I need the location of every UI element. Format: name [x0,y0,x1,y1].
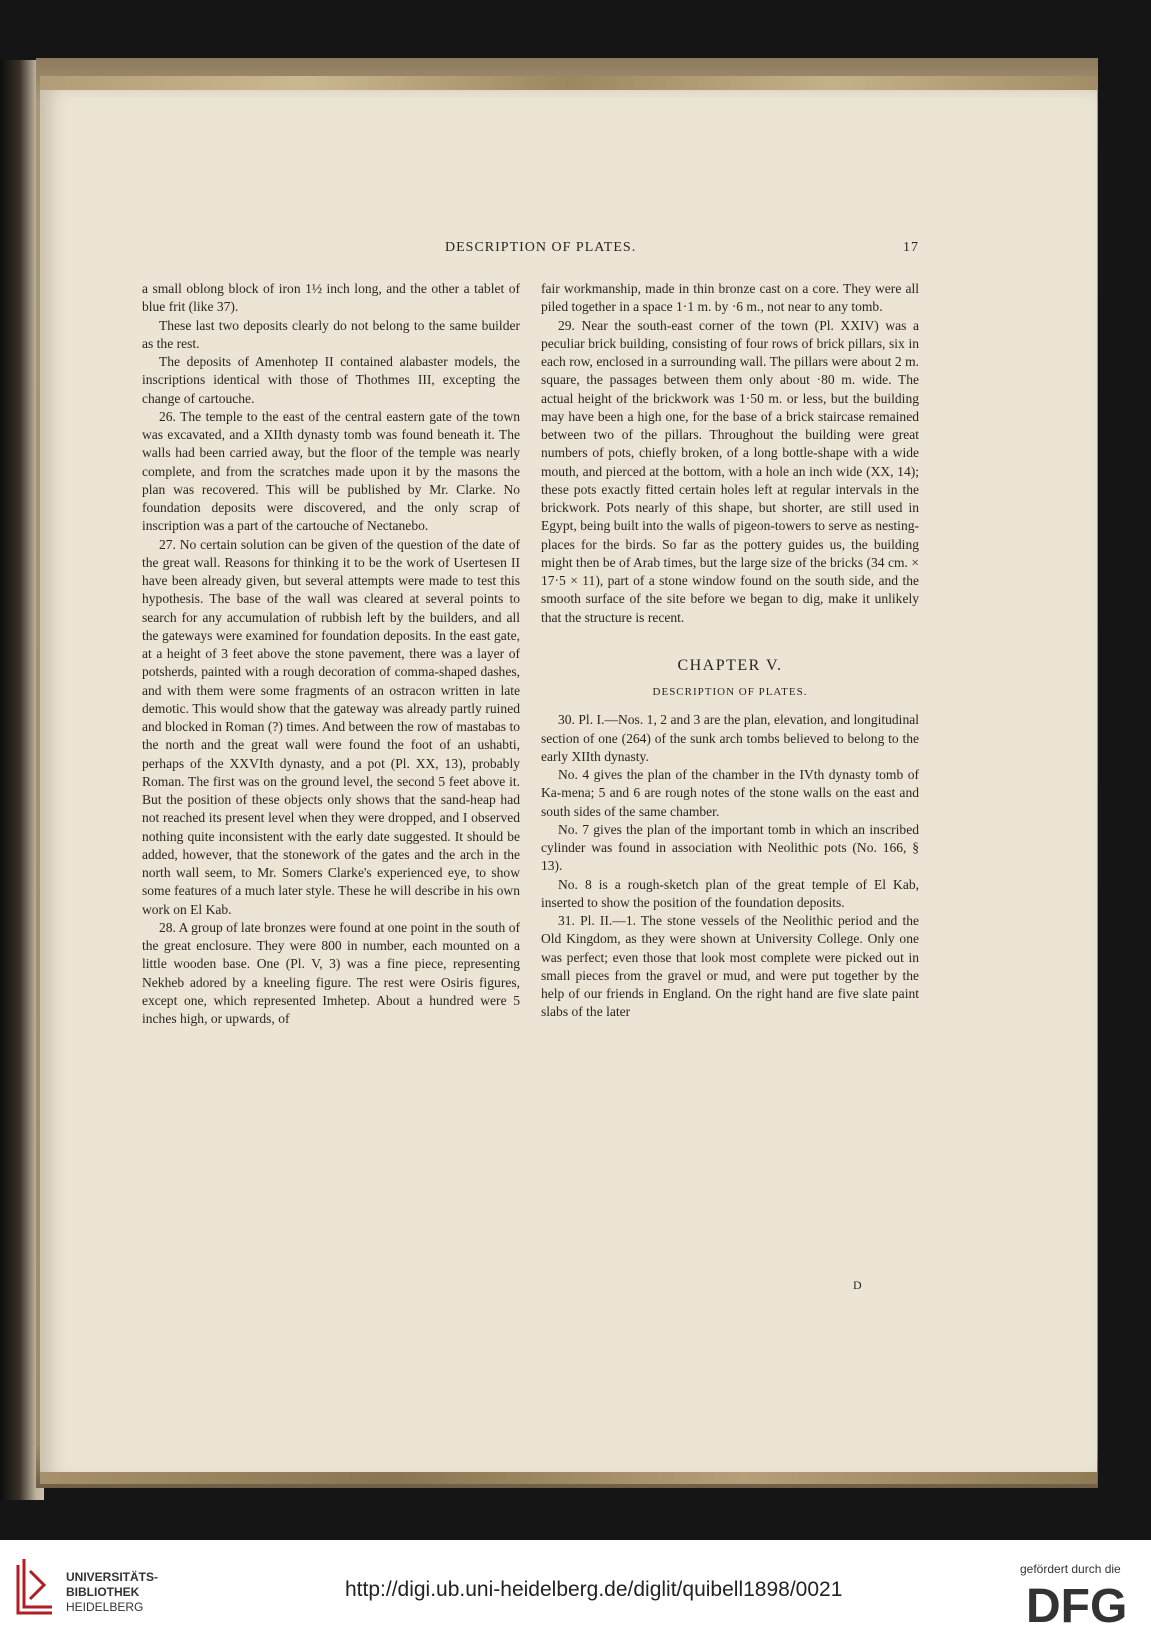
permalink-url[interactable]: http://digi.ub.uni-heidelberg.de/diglit/quibell1898/0021 [345,1578,843,1601]
paragraph: 27. No certain solution can be given of the question of the date of the great wall. Reasons for thinking it to be the work of Usertesen II have been already given, but several attempts were made to test this hypothesis. The base of the wall was cleared at several points to search for any accumulation of rubbish left by the builders, and all the gateways were examined for foundation deposits. In the east gate, at a height of 3 feet above the stone pavement, there was a layer of potsherds, painted with a rough decoration of comma-shaped dashes, and with them were some fragments of an ostracon written in late demotic. This would show that the gateway was already partly ruined and blocked in Roman (?) times. And between the row of mastabas to the north and the great wall were found the foot of an ushabti, perhaps of the XXVIth dynasty, and a pot (Pl. XX, 13), probably Roman. The first was on the ground level, the second 5 feet above it. But the position of these objects only shows that the sand-heap had not reached its present level when they were dropped, and I observed nothing quite inconsistent with the early date suggested. It should be added, however, that the stonework of the gates and the arch in the north wall seem, to Mr. Somers Clarke's experienced eye, to show some features of a much later style. These he will describe in his own work on El Kab. [142,536,520,917]
left-text-column [142,280,520,1028]
paragraph: These last two deposits clearly do not belong to the same builder as the rest. [142,317,520,351]
dfg-logo-icon[interactable] [1026,1580,1136,1628]
dfg-logo-text: DFG [1026,1580,1128,1628]
paragraph: 28. A group of late bronzes were found at one point in the south of the great enclosure. They were 800 in number, each mounted on a little wooden base. One (Pl. V, 3) was a fine piece, representing Nekheb adored by a kneeling figure. The rest were Osiris figures, except one, which represented Imhetep. About a hundred were 5 inches high, or upwards, of [142,919,520,1026]
library-name-line1: UNIVERSITÄTS- [66,1570,159,1584]
paragraph: 30. Pl. I.—Nos. 1, 2 and 3 are the plan, elevation, and longitudinal section of one (264) of the sunk arch tombs believed to belong to the early XIIth dynasty. [541,712,919,764]
paragraph: No. 7 gives the plan of the important tomb in which an inscribed cylinder was found in association with Neolithic pots (No. 166, § 13). [541,821,919,874]
paragraph: a small oblong block of iron 1½ inch long, and the other a tablet of blue frit (like 37). [142,281,520,315]
right-text-column [541,280,919,1022]
page-bottom-edge [40,1472,1097,1484]
chapter-heading: CHAPTER V. [677,656,783,674]
paragraph: No. 8 is a rough-sketch plan of the great temple of El Kab, inserted to show the position of the foundation deposits. [541,876,919,910]
sponsor-caption: gefördert durch die [1020,1562,1121,1576]
chapter-subheading: DESCRIPTION OF PLATES. [652,686,808,698]
running-header-title: DESCRIPTION OF PLATES. [445,240,637,255]
paragraph: No. 4 gives the plan of the chamber in the IVth dynasty tomb of Ka-mena; 5 and 6 are rough notes of the stone walls on the east and south sides of the same chamber. [541,767,919,819]
library-name-line2: BIBLIOTHEK [66,1585,140,1599]
library-logo-icon[interactable] [14,1555,56,1617]
page-top-edge [40,76,1097,90]
paragraph: 26. The temple to the east of the central eastern gate of the town was excavated, and a XIIth dynasty tomb was found beneath it. The walls had been carried away, but the floor of the temple was nearly complete, and from the scratches made upon it by the masons the plan was recovered. This will be published by Mr. Clarke. No foundation deposits were discovered, and the only scrap of inscription was a part of the cartouche of Nectanebo. [142,408,520,534]
signature-mark: D [853,1278,862,1292]
library-name-line3: HEIDELBERG [66,1600,144,1614]
paragraph: fair workmanship, made in thin bronze cast on a core. They were all piled together in a space 1·1 m. by ·6 m., not near to any tomb. [541,281,919,315]
paragraph: The deposits of Amenhotep II contained alabaster models, the inscriptions identical with those of Thothmes III, excepting the change of cartouche. [142,354,520,406]
paragraph: 29. Near the south-east corner of the town (Pl. XXIV) was a peculiar brick building, consisting of four rows of brick pillars, six in each row, enclosed in a surrounding wall. The pillars were about 2 m. square, the passages between them only about ·80 m. wide. The actual height of the brickwork was 1·50 m. or less, but the building may have been a high one, for the base of a brick staircase remained between two of the pillars. Throughout the building were great numbers of pots, chiefly broken, of a long bottle-shape with a wide mouth, and pierced at the bottom, with a hole an inch wide (XX, 14); these pots exactly fitted certain holes left at regular intervals in the brickwork. Pots nearly of this shape, but shorter, are still used in Egypt, being built into the walls of pigeon-towers to serve as nesting-places for the birds. So far as the pottery guides us, the building might then be of Arab times, but the large size of the bricks (34 cm. × 17·5 × 11), part of a stone window found on the south side, and the smooth surface of the site before we began to dig, make it unlikely that the structure is recent. [541,317,919,625]
paragraph: 31. Pl. II.—1. The stone vessels of the Neolithic period and the Old Kingdom, as they were shown at University College. Only one was perfect; even those that look most complete were picked out in small pieces from the gravel or mud, and were put together by the help of our friends in England. On the right hand are five slate paint slabs of the later [541,913,919,1020]
page-number: 17 [903,240,919,255]
